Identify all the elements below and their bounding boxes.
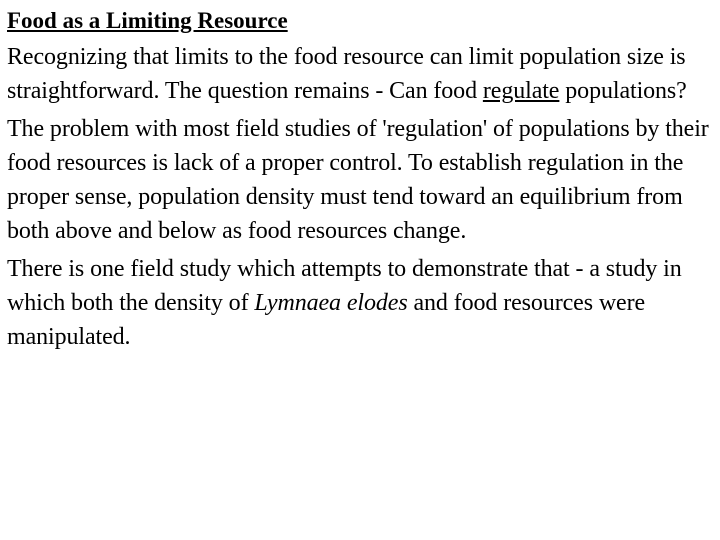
p2-text: The problem with most field studies of 'regulation' of populations by their food resources is lack of a proper control. To establish regulation in the proper sense, population density must tend toward an equilibrium from both above and below as food resources change.	[7, 116, 709, 244]
p1-text-before: Recognizing that limits to the food resource can limit population size is straightforward. The question remains - Can food	[7, 44, 686, 104]
slide-content	[7, 6, 713, 358]
slide-title: Food as a Limiting Resource	[7, 8, 288, 33]
paragraph-lymnaea-study	[7, 252, 713, 354]
p1-underlined-word: regulate	[482, 78, 560, 104]
paragraph-food-limits	[7, 40, 713, 108]
paragraph-field-studies	[7, 112, 713, 248]
p1-text-after: populations?	[559, 78, 687, 104]
p3-text-before: There is one field study which attempts to demonstrate that - a study in which both the density of	[7, 256, 682, 316]
p3-species-name: Lymnaea elodes	[254, 290, 408, 316]
p3-text-after: and food resources were manipulated.	[7, 290, 646, 350]
